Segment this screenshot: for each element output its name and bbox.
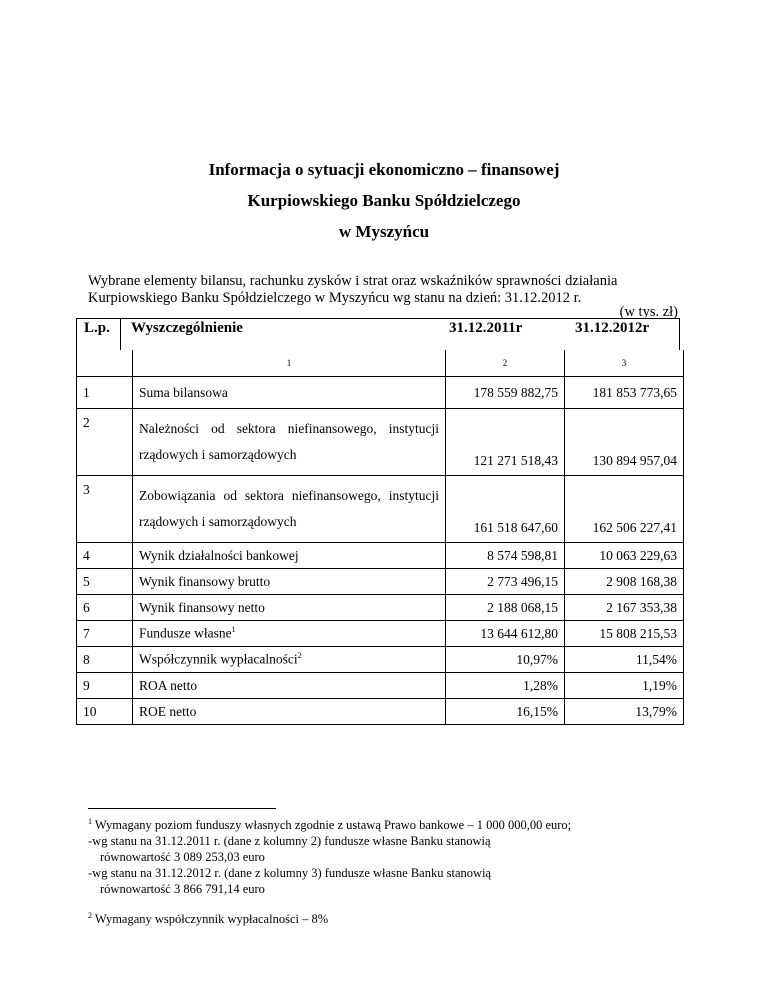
row-lp: 5 <box>77 569 133 595</box>
row-2011: 10,97% <box>446 647 565 673</box>
table-row <box>77 595 684 621</box>
footnote-2-text: Wymagany współczynnik wypłacalności – 8% <box>94 912 329 927</box>
row-name: ROE netto <box>133 699 446 725</box>
row-2011: 121 271 518,43 <box>446 409 565 476</box>
footnote-1-line-3: równowartość 3 089 253,03 euro <box>100 850 265 865</box>
footnote-1-line-4: -wg stanu na 31.12.2012 r. (dane z kolumny 3) fundusze własne Banku stanowią <box>88 866 492 881</box>
row-2011: 2 773 496,15 <box>446 569 565 595</box>
subheader-2: 2 <box>446 350 565 377</box>
row-name <box>133 621 446 647</box>
row-lp: 4 <box>77 543 133 569</box>
subheader-3: 3 <box>565 350 684 377</box>
row-name <box>133 409 446 476</box>
row-lp: 9 <box>77 673 133 699</box>
table-row <box>77 409 684 476</box>
row-2012: 13,79% <box>565 699 684 725</box>
row-2012: 162 506 227,41 <box>565 476 684 543</box>
table-row <box>77 699 684 725</box>
footnote-divider <box>88 808 276 809</box>
table-row <box>77 673 684 699</box>
row-2012: 2 908 168,38 <box>565 569 684 595</box>
footnote-2-mark: 2 <box>88 911 92 920</box>
table-row <box>77 647 684 673</box>
row-name: ROA netto <box>133 673 446 699</box>
row-lp: 6 <box>77 595 133 621</box>
row-name-line-2: rządowych i samorządowych <box>139 447 297 462</box>
footnote-1 <box>88 814 571 897</box>
row-name-line-2: rządowych i samorządowych <box>139 514 297 529</box>
row-2011: 2 188 068,15 <box>446 595 565 621</box>
table-row <box>77 377 684 409</box>
financial-table <box>76 350 684 725</box>
row-2012: 1,19% <box>565 673 684 699</box>
header-2012: 31.12.2012r <box>575 320 650 336</box>
row-2012: 11,54% <box>565 647 684 673</box>
unit-label: (w tys. zł) <box>619 304 678 320</box>
row-lp: 1 <box>77 377 133 409</box>
row-name-text: Współczynnik wypłacalności <box>139 651 298 667</box>
footnote-2 <box>88 908 328 927</box>
row-lp: 7 <box>77 621 133 647</box>
footnote-1-line-1: Wymagany poziom funduszy własnych zgodnie z ustawą Prawo bankowe – 1 000 000,00 euro; <box>94 818 572 833</box>
header-name: Wyszczególnienie <box>131 320 243 336</box>
row-name-line-1: Zobowiązania od sektora niefinansowego, instytucji <box>139 488 439 503</box>
row-2012: 10 063 229,63 <box>565 543 684 569</box>
table-row <box>77 476 684 543</box>
title-line-3: w Myszyńcu <box>338 222 430 241</box>
row-name <box>133 647 446 673</box>
row-2011: 13 644 612,80 <box>446 621 565 647</box>
row-2012: 15 808 215,53 <box>565 621 684 647</box>
row-name: Wynik działalności bankowej <box>133 543 446 569</box>
intro-line-1: Wybrane elementy bilansu, rachunku zysków i strat oraz wskaźników sprawności działania <box>88 273 618 289</box>
row-name <box>133 476 446 543</box>
footnote-1-mark: 1 <box>88 817 92 826</box>
header-box <box>76 318 680 350</box>
title-line-2: Kurpiowskiego Banku Spółdzielczego <box>247 191 521 210</box>
row-2011: 1,28% <box>446 673 565 699</box>
subheader-1: 1 <box>133 350 446 377</box>
subheader-row <box>77 350 684 377</box>
row-2012: 130 894 957,04 <box>565 409 684 476</box>
title-line-1: Informacja o sytuacji ekonomiczno – finansowej <box>208 160 560 179</box>
table-row <box>77 543 684 569</box>
row-name-line-1: Należności od sektora niefinansowego, instytucji <box>139 421 439 436</box>
table-row <box>77 569 684 595</box>
table-row <box>77 621 684 647</box>
footnote-1-line-2: -wg stanu na 31.12.2011 r. (dane z kolumny 2) fundusze własne Banku stanowią <box>88 834 491 849</box>
row-name-text: Fundusze własne <box>139 625 232 641</box>
footnote-1-line-5: równowartość 3 866 791,14 euro <box>100 882 265 897</box>
footnote-ref-2: 2 <box>297 651 302 661</box>
row-lp: 3 <box>77 476 133 543</box>
row-2012: 181 853 773,65 <box>565 377 684 409</box>
row-name: Wynik finansowy netto <box>133 595 446 621</box>
row-name: Wynik finansowy brutto <box>133 569 446 595</box>
header-lp: L.p. <box>84 320 110 336</box>
row-2011: 178 559 882,75 <box>446 377 565 409</box>
row-lp: 2 <box>77 409 133 476</box>
row-lp: 10 <box>77 699 133 725</box>
row-name: Suma bilansowa <box>133 377 446 409</box>
row-lp: 8 <box>77 647 133 673</box>
row-2011: 16,15% <box>446 699 565 725</box>
intro-line-2: Kurpiowskiego Banku Spółdzielczego w Myszyńcu wg stanu na dzień: 31.12.2012 r. <box>88 290 582 306</box>
header-2011: 31.12.2011r <box>449 320 523 336</box>
row-2012: 2 167 353,38 <box>565 595 684 621</box>
footnote-ref-1: 1 <box>231 625 236 635</box>
row-2011: 8 574 598,81 <box>446 543 565 569</box>
row-2011: 161 518 647,60 <box>446 476 565 543</box>
